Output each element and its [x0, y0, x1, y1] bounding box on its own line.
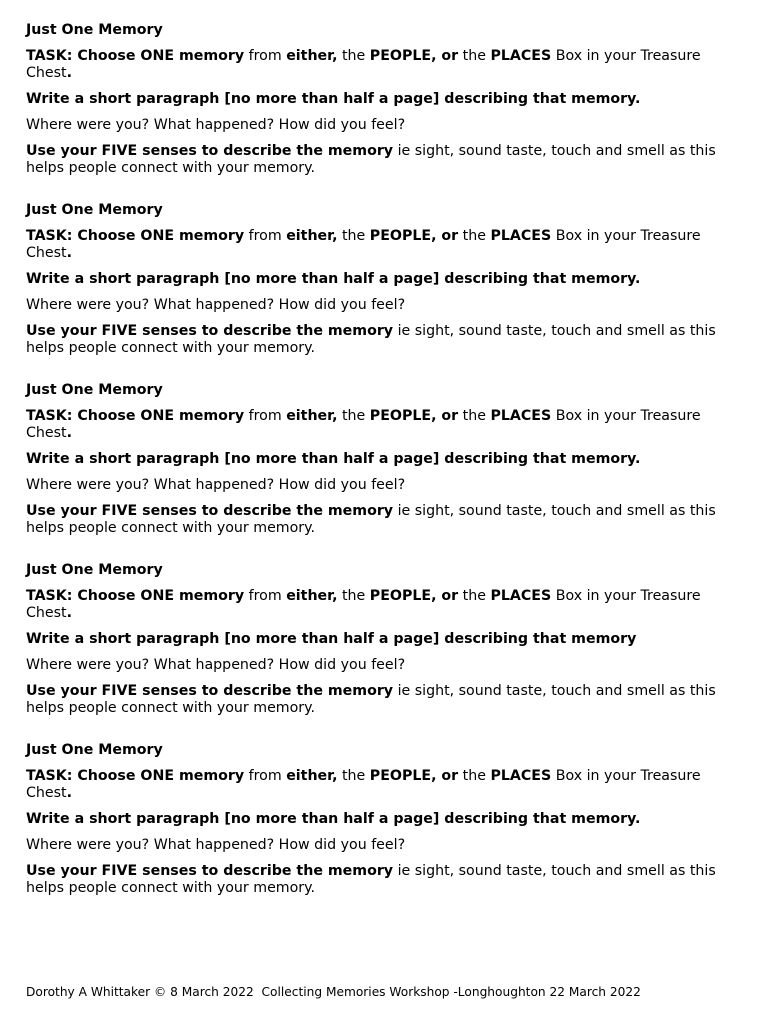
block-title: Just One Memory	[26, 202, 163, 218]
task-paragraph: TASK: Choose ONE memory from either, the PEOPLE, or the PLACES Box in your Treasure Chest.	[26, 228, 701, 261]
separator-rule: _____________________________________________________________________	[26, 177, 516, 189]
page-footer: Dorothy A Whittaker © 8 March 2022 Collecting Memories Workshop -Longhoughton 22 March 2022	[26, 985, 641, 999]
memory-block-5	[26, 742, 726, 897]
task-paragraph: TASK: Choose ONE memory from either, the PEOPLE, or the PLACES Box in your Treasure Chest.	[26, 408, 701, 441]
memory-block-1	[26, 22, 726, 189]
document-body	[26, 22, 726, 906]
memory-block-2	[26, 202, 726, 369]
senses-paragraph: Use your FIVE senses to describe the memory ie sight, sound taste, touch and smell as this helps people connect with your memory.	[26, 143, 716, 176]
questions-text: Where were you? What happened? How did you feel?	[26, 477, 406, 493]
memory-block-4	[26, 562, 726, 729]
questions-text: Where were you? What happened? How did you feel?	[26, 297, 406, 313]
task-paragraph: TASK: Choose ONE memory from either, the PEOPLE, or the PLACES Box in your Treasure Chest.	[26, 588, 701, 621]
write-instruction: Write a short paragraph [no more than half a page] describing that memory	[26, 631, 637, 647]
questions-text: Where were you? What happened? How did you feel?	[26, 117, 406, 133]
write-instruction: Write a short paragraph [no more than half a page] describing that memory.	[26, 451, 641, 467]
block-title: Just One Memory	[26, 382, 163, 398]
write-instruction: Write a short paragraph [no more than half a page] describing that memory.	[26, 271, 641, 287]
senses-paragraph: Use your FIVE senses to describe the memory ie sight, sound taste, touch and smell as this helps people connect with your memory.	[26, 683, 716, 716]
separator-rule: ____________________________________________________________________________	[26, 357, 566, 369]
block-title: Just One Memory	[26, 742, 163, 758]
senses-paragraph: Use your FIVE senses to describe the memory ie sight, sound taste, touch and smell as this helps people connect with your memory.	[26, 863, 716, 896]
write-instruction: Write a short paragraph [no more than half a page] describing that memory.	[26, 91, 641, 107]
block-title: Just One Memory	[26, 562, 163, 578]
separator-rule: ____________________________________________________________________________	[26, 717, 566, 729]
block-title: Just One Memory	[26, 22, 163, 38]
write-instruction: Write a short paragraph [no more than half a page] describing that memory.	[26, 811, 641, 827]
questions-text: Where were you? What happened? How did you feel?	[26, 837, 406, 853]
senses-paragraph: Use your FIVE senses to describe the memory ie sight, sound taste, touch and smell as this helps people connect with your memory.	[26, 323, 716, 356]
senses-paragraph: Use your FIVE senses to describe the memory ie sight, sound taste, touch and smell as this helps people connect with your memory.	[26, 503, 716, 536]
task-paragraph: TASK: Choose ONE memory from either, the PEOPLE, or the PLACES Box in your Treasure Chest.	[26, 48, 701, 81]
memory-block-3	[26, 382, 726, 549]
task-paragraph: TASK: Choose ONE memory from either, the PEOPLE, or the PLACES Box in your Treasure Chest.	[26, 768, 701, 801]
questions-text: Where were you? What happened? How did you feel?	[26, 657, 406, 673]
separator-rule: ____________________________________________________________________________	[26, 537, 566, 549]
